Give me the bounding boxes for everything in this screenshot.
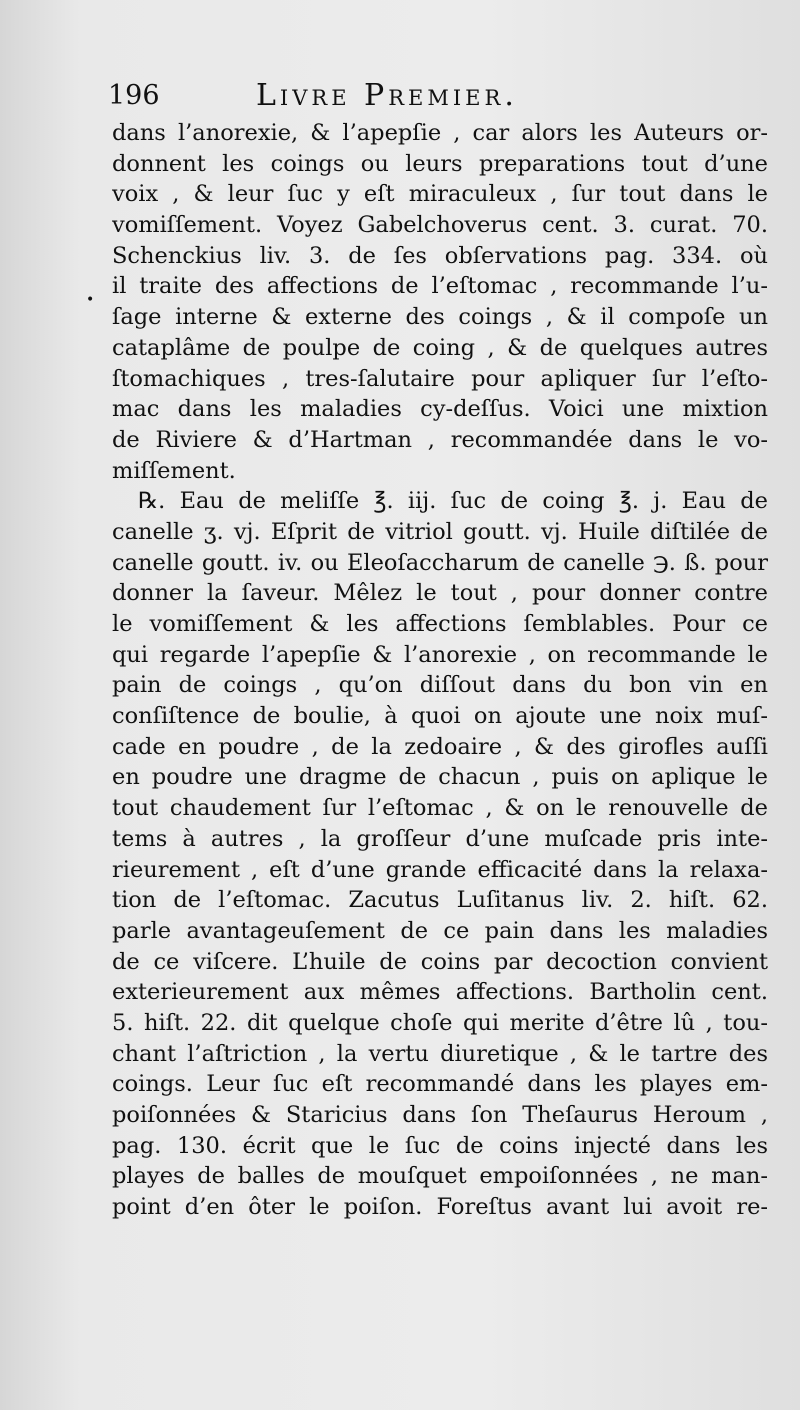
text-line: mac dans les maladies cy-deſſus. Voici une mixtion: [112, 396, 768, 423]
text-line: cade en poudre , de la zedoaire , & des girofles auſſi: [112, 733, 768, 760]
text-line: donner la ſaveur. Mêlez le tout , pour donner contre: [112, 580, 768, 607]
text-line: parle avantageuſement de ce pain dans les maladies: [112, 917, 768, 944]
text-line: donnent les coings ou leurs preparations tout d’une: [112, 150, 768, 177]
text-line: dans l’anorexie, & l’apepſie , car alors les Auteurs or-: [112, 120, 768, 146]
text-line: ſtomachiques , tres-ſalutaire pour apliquer ſur l’eſto-: [112, 365, 768, 392]
text-line: cataplâme de poulpe de coing , & de quelques autres: [112, 334, 768, 361]
text-line: pag. 130. écrit que le ſuc de coins injecté dans les: [112, 1132, 768, 1159]
margin-mark: •: [86, 292, 95, 308]
text-line: qui regarde l’apepſie & l’anorexie , on recommande le: [112, 641, 768, 668]
body-text: [112, 118, 768, 1223]
text-line: poiſonnées & Staricius dans ſon Theſaurus Heroum ,: [112, 1102, 768, 1128]
running-title: Livre Premier.: [256, 78, 518, 113]
text-line: ℞. Eau de meliſſe ℥. iij. ſuc de coing ℥. j. Eau de: [138, 488, 768, 515]
text-line: canelle goutt. iv. ou Eleoſaccharum de canelle ℈. ß. pour: [112, 549, 768, 576]
text-line: en poudre une dragme de chacun , puis on aplique le: [112, 764, 768, 791]
text-line: tion de l’eſtomac. Zacutus Luſitanus liv. 2. hiſt. 62.: [112, 887, 768, 914]
text-line: chant l’aſtriction , la vertu diuretique , & le tartre des: [112, 1040, 768, 1067]
text-line: playes de balles de mouſquet empoiſonnées , ne man-: [112, 1163, 768, 1190]
text-line: point d’en ôter le poiſon. Foreſtus avant lui avoit re-: [112, 1194, 768, 1221]
text-line: conſiſtence de boulie, à quoi on ajoute une noix muſ-: [112, 703, 768, 730]
text-line: rieurement , eſt d’une grande efficacité dans la relaxa-: [112, 856, 768, 883]
text-line: exterieurement aux mêmes affections. Bartholin cent.: [112, 979, 768, 1006]
text-line: canelle ʒ. vj. Eſprit de vitriol goutt. vj. Huile diſtilée de: [112, 518, 768, 545]
text-line: vomiſſement. Voyez Gabelchoverus cent. 3. curat. 70.: [112, 212, 768, 239]
page-number: 196: [108, 80, 160, 111]
text-line: le vomiſſement & les affections ſemblables. Pour ce: [112, 611, 768, 637]
text-line: de Riviere & d’Hartman , recommandée dans le vo-: [112, 426, 768, 453]
page-header: [108, 78, 768, 118]
text-line: de ce viſcere. L’huile de coins par decoction convient: [112, 948, 768, 975]
text-line: voix , & leur ſuc y eſt miraculeux , ſur tout dans le: [112, 181, 768, 208]
text-line: 5. hiſt. 22. dit quelque choſe qui merite d’être lû , tou-: [112, 1009, 768, 1036]
text-line: Schenckius liv. 3. de ſes obſervations pag. 334. où: [112, 242, 768, 269]
text-line: il traite des affections de l’eſtomac , recommande l’u-: [112, 273, 768, 300]
text-line: tout chaudement ſur l’eſtomac , & on le renouvelle de: [112, 795, 768, 822]
text-line: pain de coings , qu’on diſſout dans du bon vin en: [112, 672, 768, 699]
text-line: tems à autres , la groſſeur d’une muſcade pris inte-: [112, 825, 768, 852]
text-line: coings. Leur ſuc eſt recommandé dans les playes em-: [112, 1071, 768, 1098]
text-line: ſage interne & externe des coings , & il compoſe un: [112, 304, 768, 331]
text-line: miſſement.: [112, 457, 236, 484]
